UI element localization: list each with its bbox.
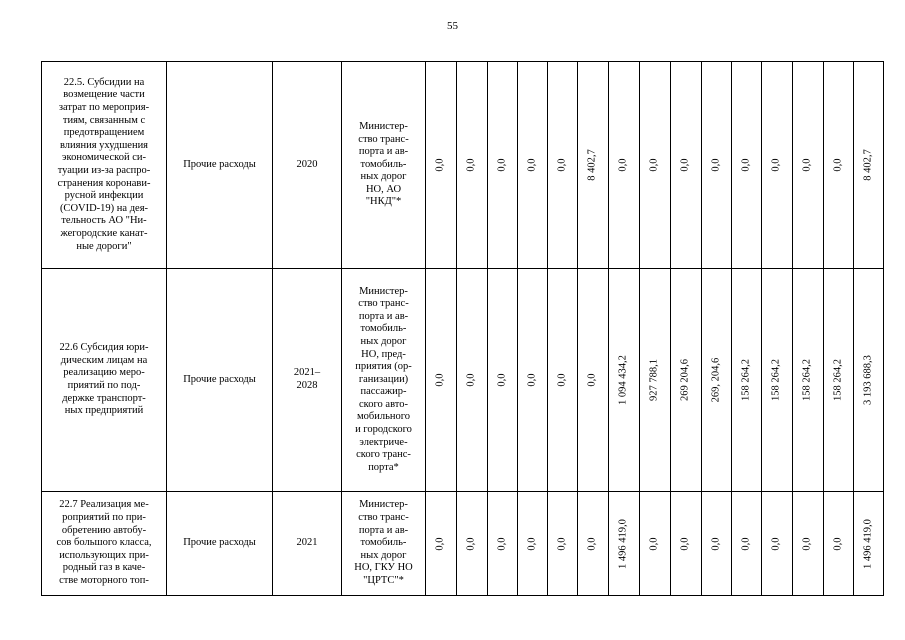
value-cell: 0,0	[526, 373, 538, 387]
value-cell: 1 496 419,0	[617, 518, 629, 569]
value-cell: 158 264,2	[832, 359, 844, 401]
value-cell: 8 402,7	[862, 149, 874, 181]
value-cell: 0,0	[679, 158, 691, 172]
value-cell: 158 264,2	[770, 359, 782, 401]
value-cell: 0,0	[496, 158, 508, 172]
value-cell: 0,0	[832, 536, 844, 551]
period: 2020	[273, 62, 342, 269]
value-cell: 0,0	[434, 373, 446, 387]
value-cell: 0,0	[465, 158, 477, 172]
table-row	[42, 269, 884, 492]
executor: Министер- ство транс- порта и ав- томобиль- ных дорог НО, АО "НКД"*	[342, 62, 426, 269]
value-cell: 0,0	[556, 536, 568, 551]
value-cell: 0,0	[801, 536, 813, 551]
value-cell: 0,0	[617, 158, 629, 172]
measure-name: 22.7 Реализация ме- роприятий по при- обретению автобу- сов большого класса, использующих при- родный газ в каче- стве моторного топ-	[42, 492, 167, 596]
value-cell: 0,0	[586, 536, 598, 551]
value-cell: 158 264,2	[740, 359, 752, 401]
page-number: 55	[447, 20, 458, 32]
value-cell: 1 496 419,0	[862, 518, 874, 569]
value-cell: 927 788,1	[648, 359, 660, 401]
value-cell: 0,0	[496, 373, 508, 387]
value-cell: 0,0	[740, 158, 752, 172]
value-cell: 0,0	[526, 158, 538, 172]
period: 2021– 2028	[273, 269, 342, 492]
value-cell: 0,0	[770, 158, 782, 172]
value-cell: 0,0	[710, 158, 722, 172]
executor: Министер- ство транс- порта и ав- томобиль- ных дорог НО, пред- приятия (ор- ганизации) пассажир- ского авто- мобильного и городского электриче- ского транс- порта*	[342, 269, 426, 492]
value-cell: 269, 204,6	[710, 357, 722, 403]
measure-name: 22.5. Субсидии на возмещение части затрат по мероприя- тиям, связанным с предотвращением влияния ухудшения экономической си- туации из-за распро- странения коронави- русной инфекции (COVID-19) на дея- тельность АО "Ни- жегородские канат- ные дороги"	[42, 62, 167, 269]
value-cell: 0,0	[434, 536, 446, 551]
value-cell: 0,0	[648, 158, 660, 172]
value-cell: 0,0	[832, 158, 844, 172]
period: 2021	[273, 492, 342, 596]
expense-category: Прочие расходы	[167, 269, 273, 492]
value-cell: 0,0	[801, 158, 813, 172]
value-cell: 0,0	[465, 536, 477, 551]
value-cell: 1 094 434,2	[617, 355, 629, 405]
value-cell: 0,0	[496, 536, 508, 551]
executor: Министер- ство транс- порта и ав- томобиль- ных дорог НО, ГКУ НО "ЦРТС"*	[342, 492, 426, 596]
value-cell: 0,0	[434, 158, 446, 172]
value-cell: 0,0	[526, 536, 538, 551]
value-cell: 0,0	[465, 373, 477, 387]
value-cell: 0,0	[740, 536, 752, 551]
measure-name: 22.6 Субсидия юри- дическим лицам на реализацию меро- приятий по под- держке транспорт- ных предприятий	[42, 269, 167, 492]
value-cell: 3 193 688,3	[862, 355, 874, 405]
budget-table	[41, 61, 884, 596]
value-cell: 0,0	[586, 373, 598, 387]
value-cell: 158 264,2	[801, 359, 813, 401]
value-cell: 0,0	[648, 536, 660, 551]
value-cell: 0,0	[556, 158, 568, 172]
value-cell: 8 402,7	[586, 149, 598, 181]
value-cell: 0,0	[556, 373, 568, 387]
table-row	[42, 492, 884, 596]
value-cell: 0,0	[710, 536, 722, 551]
value-cell: 0,0	[679, 536, 691, 551]
expense-category: Прочие расходы	[167, 62, 273, 269]
value-cell: 269 204,6	[679, 359, 691, 401]
expense-category: Прочие расходы	[167, 492, 273, 596]
value-cell: 0,0	[770, 536, 782, 551]
table-row	[42, 62, 884, 269]
